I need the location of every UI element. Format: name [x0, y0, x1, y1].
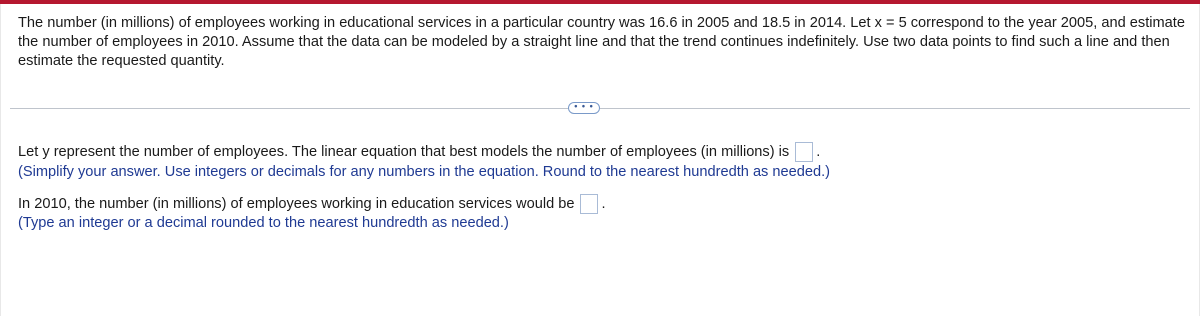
- section-divider: [10, 108, 1190, 109]
- part1-prompt: Let y represent the number of employees. The linear equation that best models the number of employees (in millions) is: [18, 144, 790, 160]
- estimate-answer-input[interactable]: [580, 194, 598, 214]
- ellipsis-icon: • • •: [574, 101, 594, 111]
- equation-answer-input[interactable]: [795, 142, 813, 162]
- top-accent-bar: [0, 0, 1200, 4]
- part2-prompt: In 2010, the number (in millions) of employees working in education services would be: [18, 196, 575, 212]
- question-text: The number (in millions) of employees working in educational services in a particular country was 16.6 in 2005 and 18.5 in 2014. Let x = 5 correspond to the year 2005, and estimate the number of employees in 2010. Assume that the data can be modeled by a straight line and that the trend continues indefinitely. Use two data points to find such a line and then estimate the requested quantity.: [18, 15, 1185, 69]
- part2-hint: (Type an integer or a decimal rounded to the nearest hundredth as needed.): [18, 215, 509, 231]
- expand-more-button[interactable]: [568, 102, 600, 114]
- part1-period: .: [816, 144, 821, 160]
- part1-hint: (Simplify your answer. Use integers or decimals for any numbers in the equation. Round to the nearest hundredth as needed.): [18, 164, 831, 180]
- left-border: [0, 4, 1, 316]
- part2-prompt-line: [18, 194, 606, 214]
- part2-period: .: [601, 196, 606, 212]
- part1-prompt-line: [18, 142, 820, 162]
